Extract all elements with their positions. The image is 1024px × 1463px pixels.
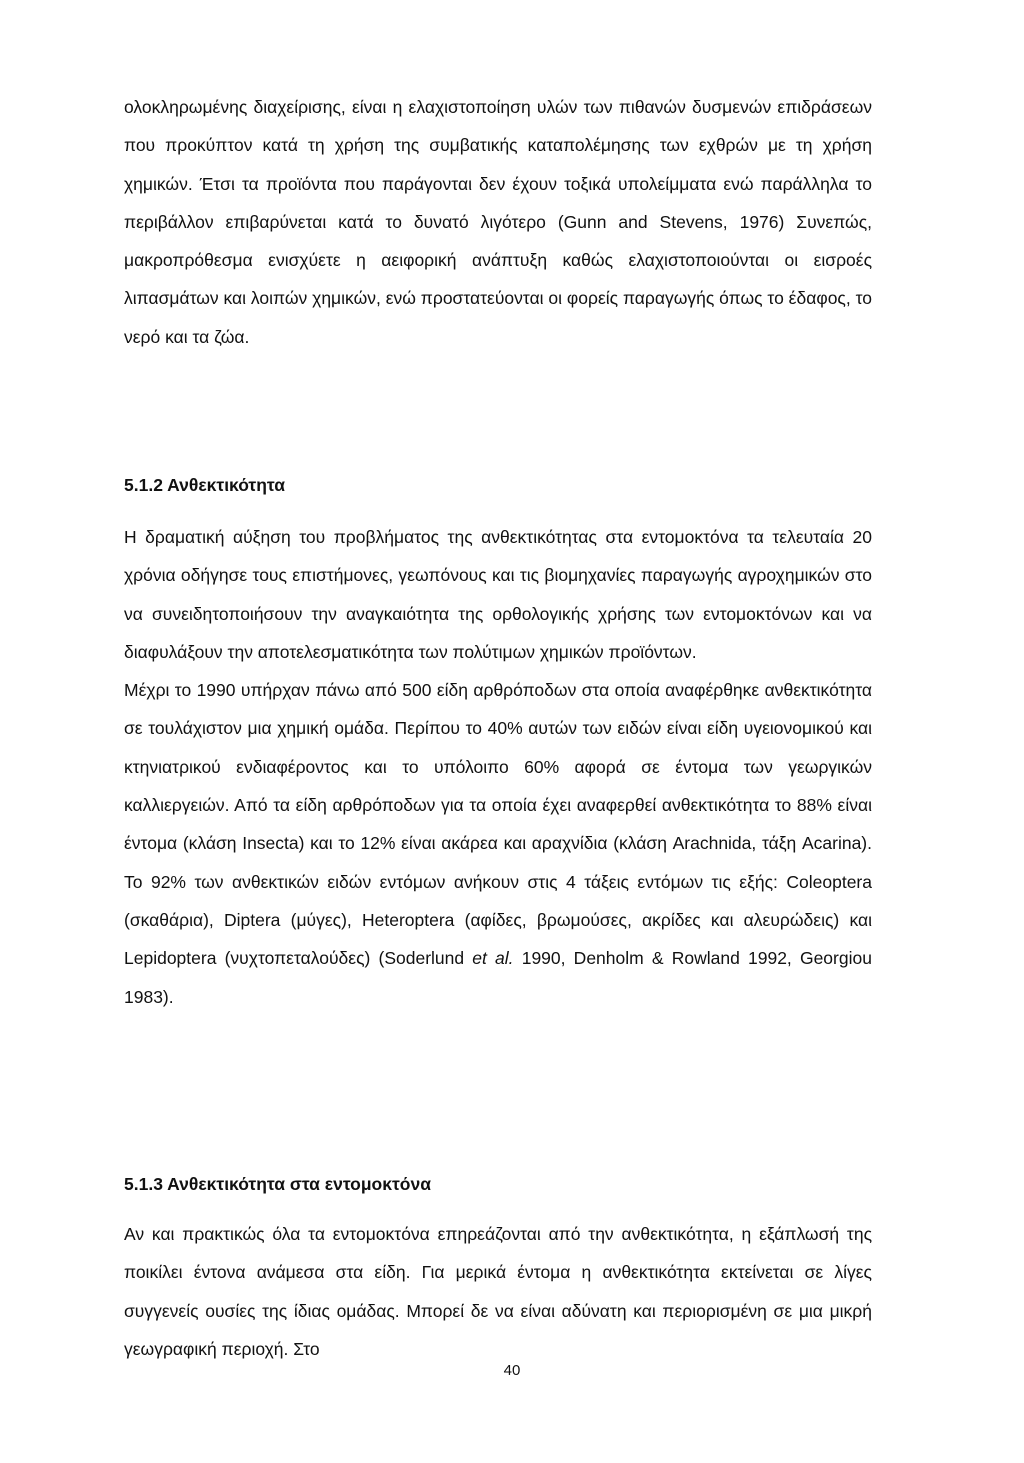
- section-5-1-2-body: [124, 518, 872, 1016]
- section-heading-5-1-3: 5.1.3 Ανθεκτικότητα στα εντομοκτόνα: [124, 1174, 431, 1194]
- insecticide-resistance-paragraph: Αν και πρακτικώς όλα τα εντομοκτόνα επηρεάζονται από την ανθεκτικότητα, η εξάπλωσή της ποικίλει έντονα ανάμεσα στα είδη. Για μερικά έντομα η ανθεκτικότητα εκτείνεται σε λίγες συγγενείς ουσίες της ίδιας ομάδας. Μπορεί δε να είναι αδύνατη και περιορισμένη σε μια μικρή γεωγραφική περιοχή. Στο: [124, 1224, 872, 1359]
- resistance-paragraph-2-citations: 1990, Denholm & Rowland 1992, Georgiou 1983).: [124, 948, 872, 1007]
- et-al-citation: et al.: [472, 948, 514, 969]
- top-paragraph: ολοκληρωμένης διαχείρισης, είναι η ελαχιστοποίηση υλών των πιθανών δυσμενών επιδράσεων που προκύπτον κατά τη χρήση της συμβατικής καταπολέμησης των εχθρών με τη χρήση χημικών. Έτσι τα προϊόντα που παράγονται δεν έχουν τοξικά υπολείμματα ενώ παράλληλα το περιβάλλον επιβαρύνεται κατά το δυνατό λιγότερο (Gunn and Stevens, 1976) Συνεπώς, μακροπρόθεσμα ενισχύετε η αειφορική ανάπτυξη καθώς ελαχιστοποιούνται οι εισροές λιπασμάτων και λοιπών χημικών, ενώ προστατεύονται οι φορείς παραγωγής όπως το έδαφος, το νερό και τα ζώα.: [124, 97, 872, 347]
- resistance-paragraph-2-text: Μέχρι το 1990 υπήρχαν πάνω από 500 είδη αρθρόποδων στα οποία αναφέρθηκε ανθεκτικότητα σε τουλάχιστον μια χημική ομάδα. Περίπου το 40% αυτών των ειδών είναι είδη υγειονομικού και κτηνιατρικού ενδιαφέροντος και το υπόλοιπο 60% αφορά σε έντομα των γεωργικών καλλιεργειών. Από τα είδη αρθρόποδων για τα οποία έχει αναφερθεί ανθεκτικότητα το 88% είναι έντομα (κλάση Insecta) και το 12% είναι ακάρεα και αραχνίδια (κλάση Arachnida, τάξη Acarina). Το 92% των ανθεκτικών ειδών εντόμων ανήκουν στις 4 τάξεις εντόμων τις εξής: Coleoptera (σκαθάρια), Diptera (μύγες), Heteroptera (αφίδες, βρωμούσες, ακρίδες και αλευρώδεις) και Lepidoptera (νυχτοπεταλούδες) (Soderlund: [124, 680, 872, 969]
- resistance-paragraph-2: [124, 671, 872, 1016]
- section-heading-5-1-2: 5.1.2 Ανθεκτικότητα: [124, 475, 286, 495]
- page-number: 40: [503, 1362, 521, 1379]
- resistance-paragraph-1: Η δραματική αύξηση του προβλήματος της ανθεκτικότητας στα εντομοκτόνα τα τελευταία 20 χρόνια οδήγησε τους επιστήμονες, γεωπόνους και τις βιομηχανίες παραγωγής αγροχημικών στο να συνειδητοποιήσουν την αναγκαιότητα της ορθολογικής χρήσης των εντομοκτόνων και να διαφυλάξουν την αποτελεσματικότητα των πολύτιμων χημικών προϊόντων.: [124, 527, 872, 662]
